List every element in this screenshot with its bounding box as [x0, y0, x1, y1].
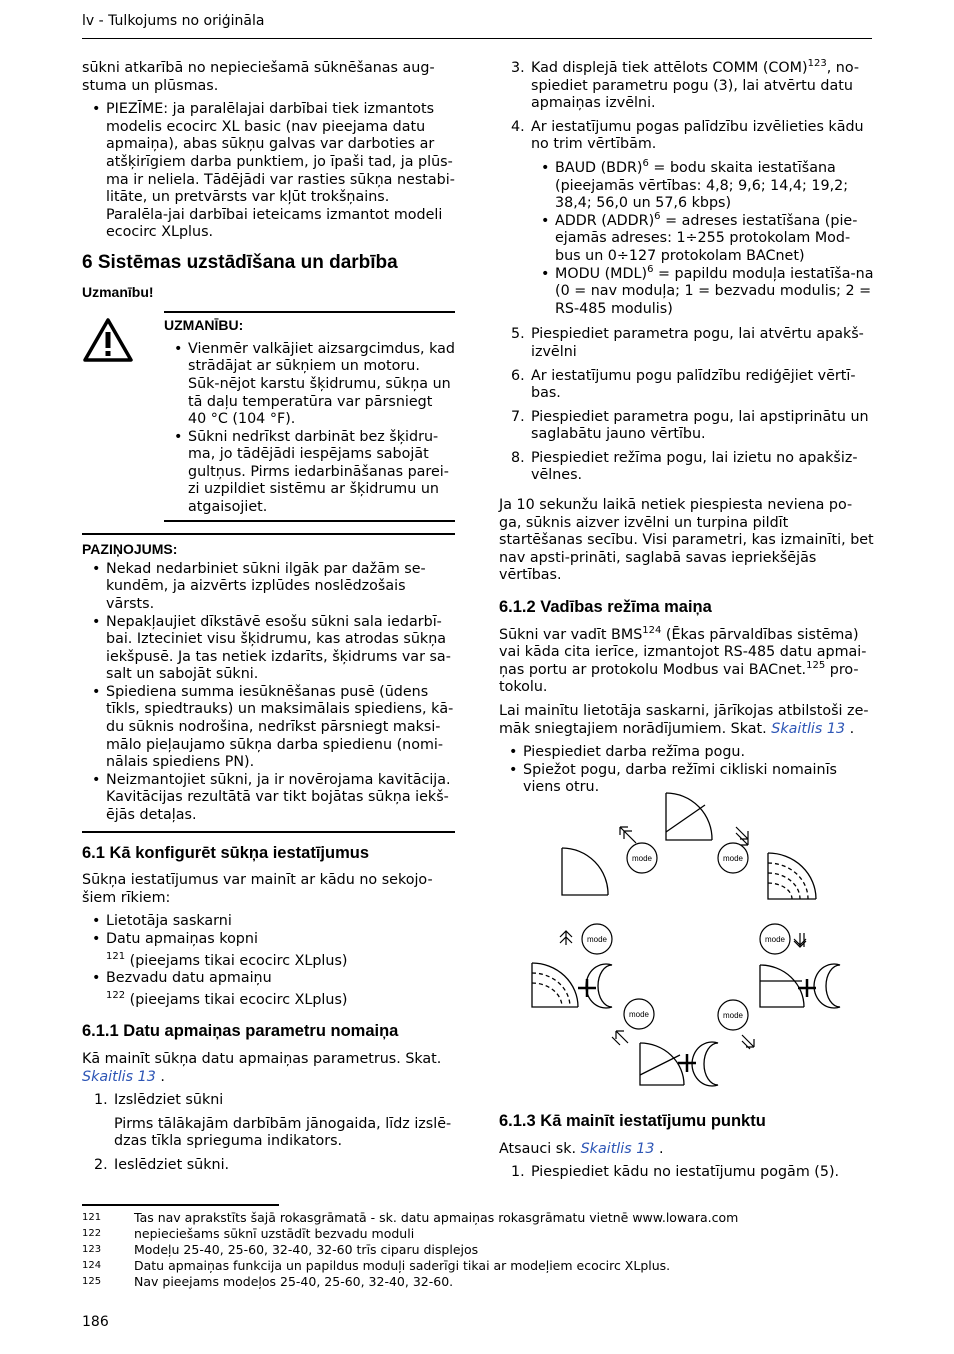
notice-item: • Neizmantojiet sūkni, ja ir novērojama kavitācija. Kavitācijas rezultātā var tikt bojātas sūkņa iekš-ējās detaļas. — [82, 772, 455, 825]
footnote-text: Datu apmaiņas funkcija un papildus moduļi saderīgi tikai ar modeļiem ecocirc XLplus. — [134, 1258, 671, 1273]
mode-curve-icon — [640, 1043, 684, 1085]
step-3 — [499, 60, 874, 113]
mode-button[interactable] — [718, 843, 748, 873]
option-baud — [555, 160, 874, 213]
footnote-ref-number: 121 — [106, 950, 126, 962]
arrow-icon — [612, 1031, 628, 1045]
left-column — [82, 60, 455, 1181]
caution-box — [82, 311, 455, 523]
figure-link[interactable]: Skaitlis 13 — [580, 1140, 655, 1157]
notice-top-rule — [82, 533, 455, 535]
display-code: COMM (COM) — [712, 60, 808, 76]
footnote-number: 125 — [82, 1276, 102, 1287]
option-text: = adreses iestatīšana (pie-ejamās adreses: 1÷255 protokolam Mod-bus un 0÷127 protokolam BACnet) — [555, 212, 858, 264]
footnote-ref: 6 — [642, 158, 649, 170]
step-text: Piespiediet kādu no iestatījumu pogām (5). — [531, 1164, 840, 1181]
warning-triangle-icon — [82, 317, 134, 363]
footnote-number: 124 — [82, 1260, 102, 1271]
note-label: PIEZĪME: — [106, 101, 169, 118]
tool-item: • Datu apmaiņas kopni — [82, 931, 455, 949]
arrow-icon — [620, 827, 636, 843]
arrow-icon — [560, 931, 572, 945]
mode-button-label: mode — [628, 1010, 650, 1019]
text: Atsauci sk. — [499, 1140, 577, 1157]
caution-item: • Sūkni nedrīkst darbināt bez šķidru-ma, jo tādējādi iespējams sabojāt gultņus. Pirms iedarbināšanas parei-zi uzpildiet sistēmu ar šķidrumu un atgaisojiet. — [164, 429, 455, 517]
caution-top-rule — [164, 311, 455, 313]
tool-item: • Lietotāja saskarni — [82, 913, 455, 931]
option-modu — [555, 263, 874, 319]
mode-button-label: mode — [586, 935, 608, 944]
option-key: BAUD (BDR) — [555, 159, 643, 176]
step-5 — [499, 326, 874, 361]
step-2 — [82, 1157, 455, 1175]
mode-button-label: mode — [764, 935, 786, 944]
footnote-rule — [82, 1204, 279, 1206]
night-moon-icon — [586, 964, 612, 1008]
footnote-ref-text: (pieejams tikai ecocirc XLplus) — [125, 991, 348, 1008]
footnote-text: Tas nav aprakstīts šajā rokasgrāmatā - sk. datu apmaiņas rokasgrāmatu vietnē www.lowara.com — [134, 1210, 739, 1225]
arrow-icon — [736, 827, 748, 845]
mode-curve-icon — [532, 963, 578, 1007]
footnote-ref-text: (pieejams tikai ecocirc XLplus) — [125, 952, 348, 969]
footnote-ref-number: 122 — [106, 990, 126, 1002]
tool-item: • Bezvadu datu apmaiņu — [82, 970, 455, 988]
section-6-heading: 6 Sistēmas uzstādīšana un darbība — [82, 251, 398, 273]
text: pro-tokolu. — [499, 661, 859, 696]
footnote-text: nepieciešams sūknī uzstādīt bezvadu moduli — [134, 1226, 415, 1241]
mode-button[interactable] — [718, 1000, 748, 1030]
arrow-icon — [742, 1035, 754, 1049]
option-key: ADDR (ADDR) — [555, 212, 655, 229]
section-6-1-2-heading: 6.1.2 Vadības režīma maiņa — [499, 598, 712, 617]
night-moon-icon — [814, 964, 840, 1008]
notice-item: • Nekad nedarbiniet sūkni ilgāk par dažām se-kundēm, ja aizvērts izplūdes noslēdzošais vārsts. — [82, 561, 455, 614]
section-6-1-1-text: Kā mainīt sūkņa datu apmaiņas parametrus. Skat. Skaitlis 13 . — [82, 1050, 442, 1085]
step-text: Ar iestatījumu pogu palīdzību rediģējiet vērtī-bas. — [531, 367, 856, 402]
step-1-detail: Pirms tālākajām darbībām jānogaida, līdz izslē-dzas tīkla sprieguma indikators. — [114, 1115, 452, 1150]
mode-bullet: • Piespiediet darba režīma pogu. — [499, 744, 874, 762]
step-text: , no-spiediet parametru pogu (3), lai atvērtu datu apmaiņas izvēlni. — [531, 60, 860, 112]
step-text: Ar iestatījumu pogas palīdzību izvēlieties kādu no trim vērtībām. — [531, 118, 864, 153]
step-7 — [499, 409, 874, 444]
option-text: = papildu moduļa iestatīša-na (0 = nav moduļa; 1 = bezvadu modulis; 2 = RS-485 modulis) — [555, 265, 874, 317]
step-number: 8. — [511, 449, 525, 466]
step-text: Ieslēdziet sūkni. — [114, 1156, 230, 1173]
text: Kā mainīt sūkņa datu apmaiņas parametrus. Skat. — [82, 1050, 442, 1067]
step-text: Piespiediet režīma pogu, lai izietu no apakšiz-vēlnes. — [531, 449, 858, 484]
note-item — [82, 101, 455, 242]
notice-item: • Spiediena summa iesūknēšanas pusē (ūdens tīkls, spiedtrauks) un maksimālais spiediens, kā-du sūknis nodrošina, nedrīkst pārsniegt maksi-mālo pieļaujamo sūkņa darba spiedienu (nomi-nālais spiediens PN). — [82, 684, 455, 772]
footnote-ref: 125 — [806, 660, 826, 672]
caution-title: UZMANĪBU: — [164, 317, 244, 334]
mode-bullet: • Spiežot pogu, darba režīmi cikliski nomainīs viens otru. — [499, 762, 874, 797]
mode-button[interactable] — [627, 843, 657, 873]
step-text: Izslēdziet sūkni — [114, 1092, 224, 1109]
footnote-ref: 6 — [647, 263, 654, 275]
section-6-1-3 — [499, 1113, 874, 1188]
option-addr — [555, 210, 874, 266]
section-6-1-text: Sūkņa iestatījumus var mainīt ar kādu no sekojo-šiem rīkiem: — [82, 872, 433, 906]
footnote-number: 123 — [82, 1244, 102, 1255]
footnote-ref-121 — [82, 950, 455, 971]
section-6-1-3-heading: 6.1.3 Kā mainīt iestatījumu punktu — [499, 1112, 766, 1130]
mode-button-label: mode — [631, 854, 653, 863]
running-header: lv - Tulkojums no oriģināla — [82, 13, 265, 29]
footnote-number: 121 — [82, 1212, 102, 1223]
header-rule — [82, 38, 872, 39]
option-key: MODU (MDL) — [555, 265, 648, 282]
right-column — [499, 60, 874, 797]
footnote-number: 122 — [82, 1228, 102, 1239]
footnote-ref: 124 — [642, 624, 662, 636]
mode-curve-icon — [666, 793, 712, 840]
notice-bottom-rule — [82, 831, 455, 833]
note-text: ja paralēlajai darbībai tiek izmantots modelis ecocirc XL basic (nav pieejama datu apmaiņa), abas sūkņu galvas var darboties ar atšķirīgiem darba punktiem, jo īpaši tad, ja plūs-ma ir neliela. Tādējādi var rasties sūkņa nestabi-litāte, un pretvārsts var kļūt trokšņains. Paralēla-jai darbībai ieteicams izmantot modeli ecocirc XLplus. — [106, 101, 455, 241]
notice-title: PAZIŅOJUMS: — [82, 541, 178, 558]
mode-curve-icon — [562, 848, 608, 895]
step-number: 3. — [511, 60, 525, 76]
page-number: 186 — [82, 1314, 109, 1330]
section-6-1-heading: 6.1 Kā konfigurēt sūkņa iestatījumus — [82, 843, 369, 862]
mode-curve-icon — [768, 853, 816, 899]
arrow-icon — [794, 933, 806, 947]
step-number: 7. — [511, 408, 525, 425]
mode-button-label: mode — [722, 1011, 744, 1020]
caution-bottom-rule — [164, 520, 455, 522]
step-8 — [499, 450, 874, 485]
footnote-text: Modeļu 25-40, 25-60, 32-40, 32-60 trīs ciparu displejos — [134, 1242, 479, 1257]
step-1 — [499, 1164, 874, 1182]
figure-link[interactable]: Skaitlis 13 — [82, 1068, 156, 1085]
caution-item: • Vienmēr valkājiet aizsargcimdus, kad strādājat ar sūkņiem un motoru. Sūk-nējot karstu šķidrumu, sūkņa un tā daļu temperatūra var pārsniegt 40 °C (104 °F). — [164, 341, 455, 429]
attention-heading: Uzmanību! — [82, 283, 154, 300]
footnote-text: Nav pieejams modeļos 25-40, 25-60, 32-40, 32-60. — [134, 1274, 454, 1289]
footnote-ref: 6 — [654, 210, 661, 222]
step-number: 5. — [511, 326, 525, 343]
step-number: 4. — [511, 118, 525, 135]
section-6-1-1-heading: 6.1.1 Datu apmaiņas parametru nomaiņa — [82, 1022, 399, 1041]
section-6-1-2-text — [499, 624, 874, 697]
step-text: Piespiediet parametra pogu, lai atvērtu apakš-izvēlni — [531, 326, 864, 360]
section-6-1-2-instructions: Lai mainītu lietotāja saskarni, jārīkojas atbilstoši ze-māk sniegtajiem norādījumiem. Skat. Skaitlis 13 . — [499, 703, 869, 737]
text: Lai mainītu lietotāja saskarni, jārīkojas atbilstoši ze-māk sniegtajiem norādījumiem. Skat. — [499, 703, 869, 737]
step-text: Piespiediet parametra pogu, lai apstiprinātu un saglabātu jauno vērtību. — [531, 408, 869, 443]
mode-curve-icon — [760, 965, 804, 1007]
mode-button-label: mode — [722, 854, 744, 863]
step-number: 1. — [94, 1092, 108, 1109]
text: (Ēkas pārvaldības sistēma) vai kāda cita ierīce, izmantojot RS-485 datu apmai-ņas portu ar protokolu Modbus vai BACnet. — [499, 626, 867, 678]
mode-button[interactable] — [760, 924, 790, 954]
step-1 — [82, 1092, 455, 1110]
intro-text: sūkni atkarībā no nepieciešamā sūknēšanas aug-stuma un plūsmas. — [82, 60, 435, 94]
step-4 — [499, 119, 874, 154]
step-text: Kad displejā tiek attēlots — [531, 60, 713, 76]
step-number: 1. — [511, 1164, 525, 1181]
mode-button[interactable] — [624, 999, 654, 1029]
mode-button[interactable] — [582, 924, 612, 954]
option-text: = bodu skaita iestatīšana (pieejamās vērtības: 4,8; 9,6; 14,4; 19,2; 38,4; 56,0 un 57,6 kbps) — [555, 159, 849, 212]
footnote-ref-122 — [82, 992, 455, 1010]
figure-link[interactable]: Skaitlis 13 — [771, 720, 846, 737]
notice-item: • Nepakļaujiet dīkstāvē esošu sūkni sala iedarbī-bai. Izteciniet visu šķidrumu, kas atrodas sūkņa iekšpusē. Ja tas netiek izdarīts, šķidrums var sa-salt un sabojāt sūkni. — [82, 614, 455, 684]
step-number: 2. — [94, 1156, 108, 1173]
mode-cycle-diagram — [520, 785, 860, 1090]
footnote-ref: 123 — [807, 58, 827, 70]
timeout-paragraph: Ja 10 sekunžu laikā netiek piespiesta neviena po-ga, sūknis aizver izvēlni un turpina pildīt startēšanas secību. Visi parametri, kas izmainīti, bet nav apsti-prināti, saglabā savas iepriekšējās vērtības. — [499, 497, 874, 584]
section-6-1-3-ref: Atsauci sk. Skaitlis 13 . — [499, 1140, 664, 1157]
step-number: 6. — [511, 367, 525, 384]
text: Sūkni var vadīt BMS — [499, 626, 643, 643]
plus-icon — [578, 979, 816, 1072]
step-6 — [499, 368, 874, 403]
